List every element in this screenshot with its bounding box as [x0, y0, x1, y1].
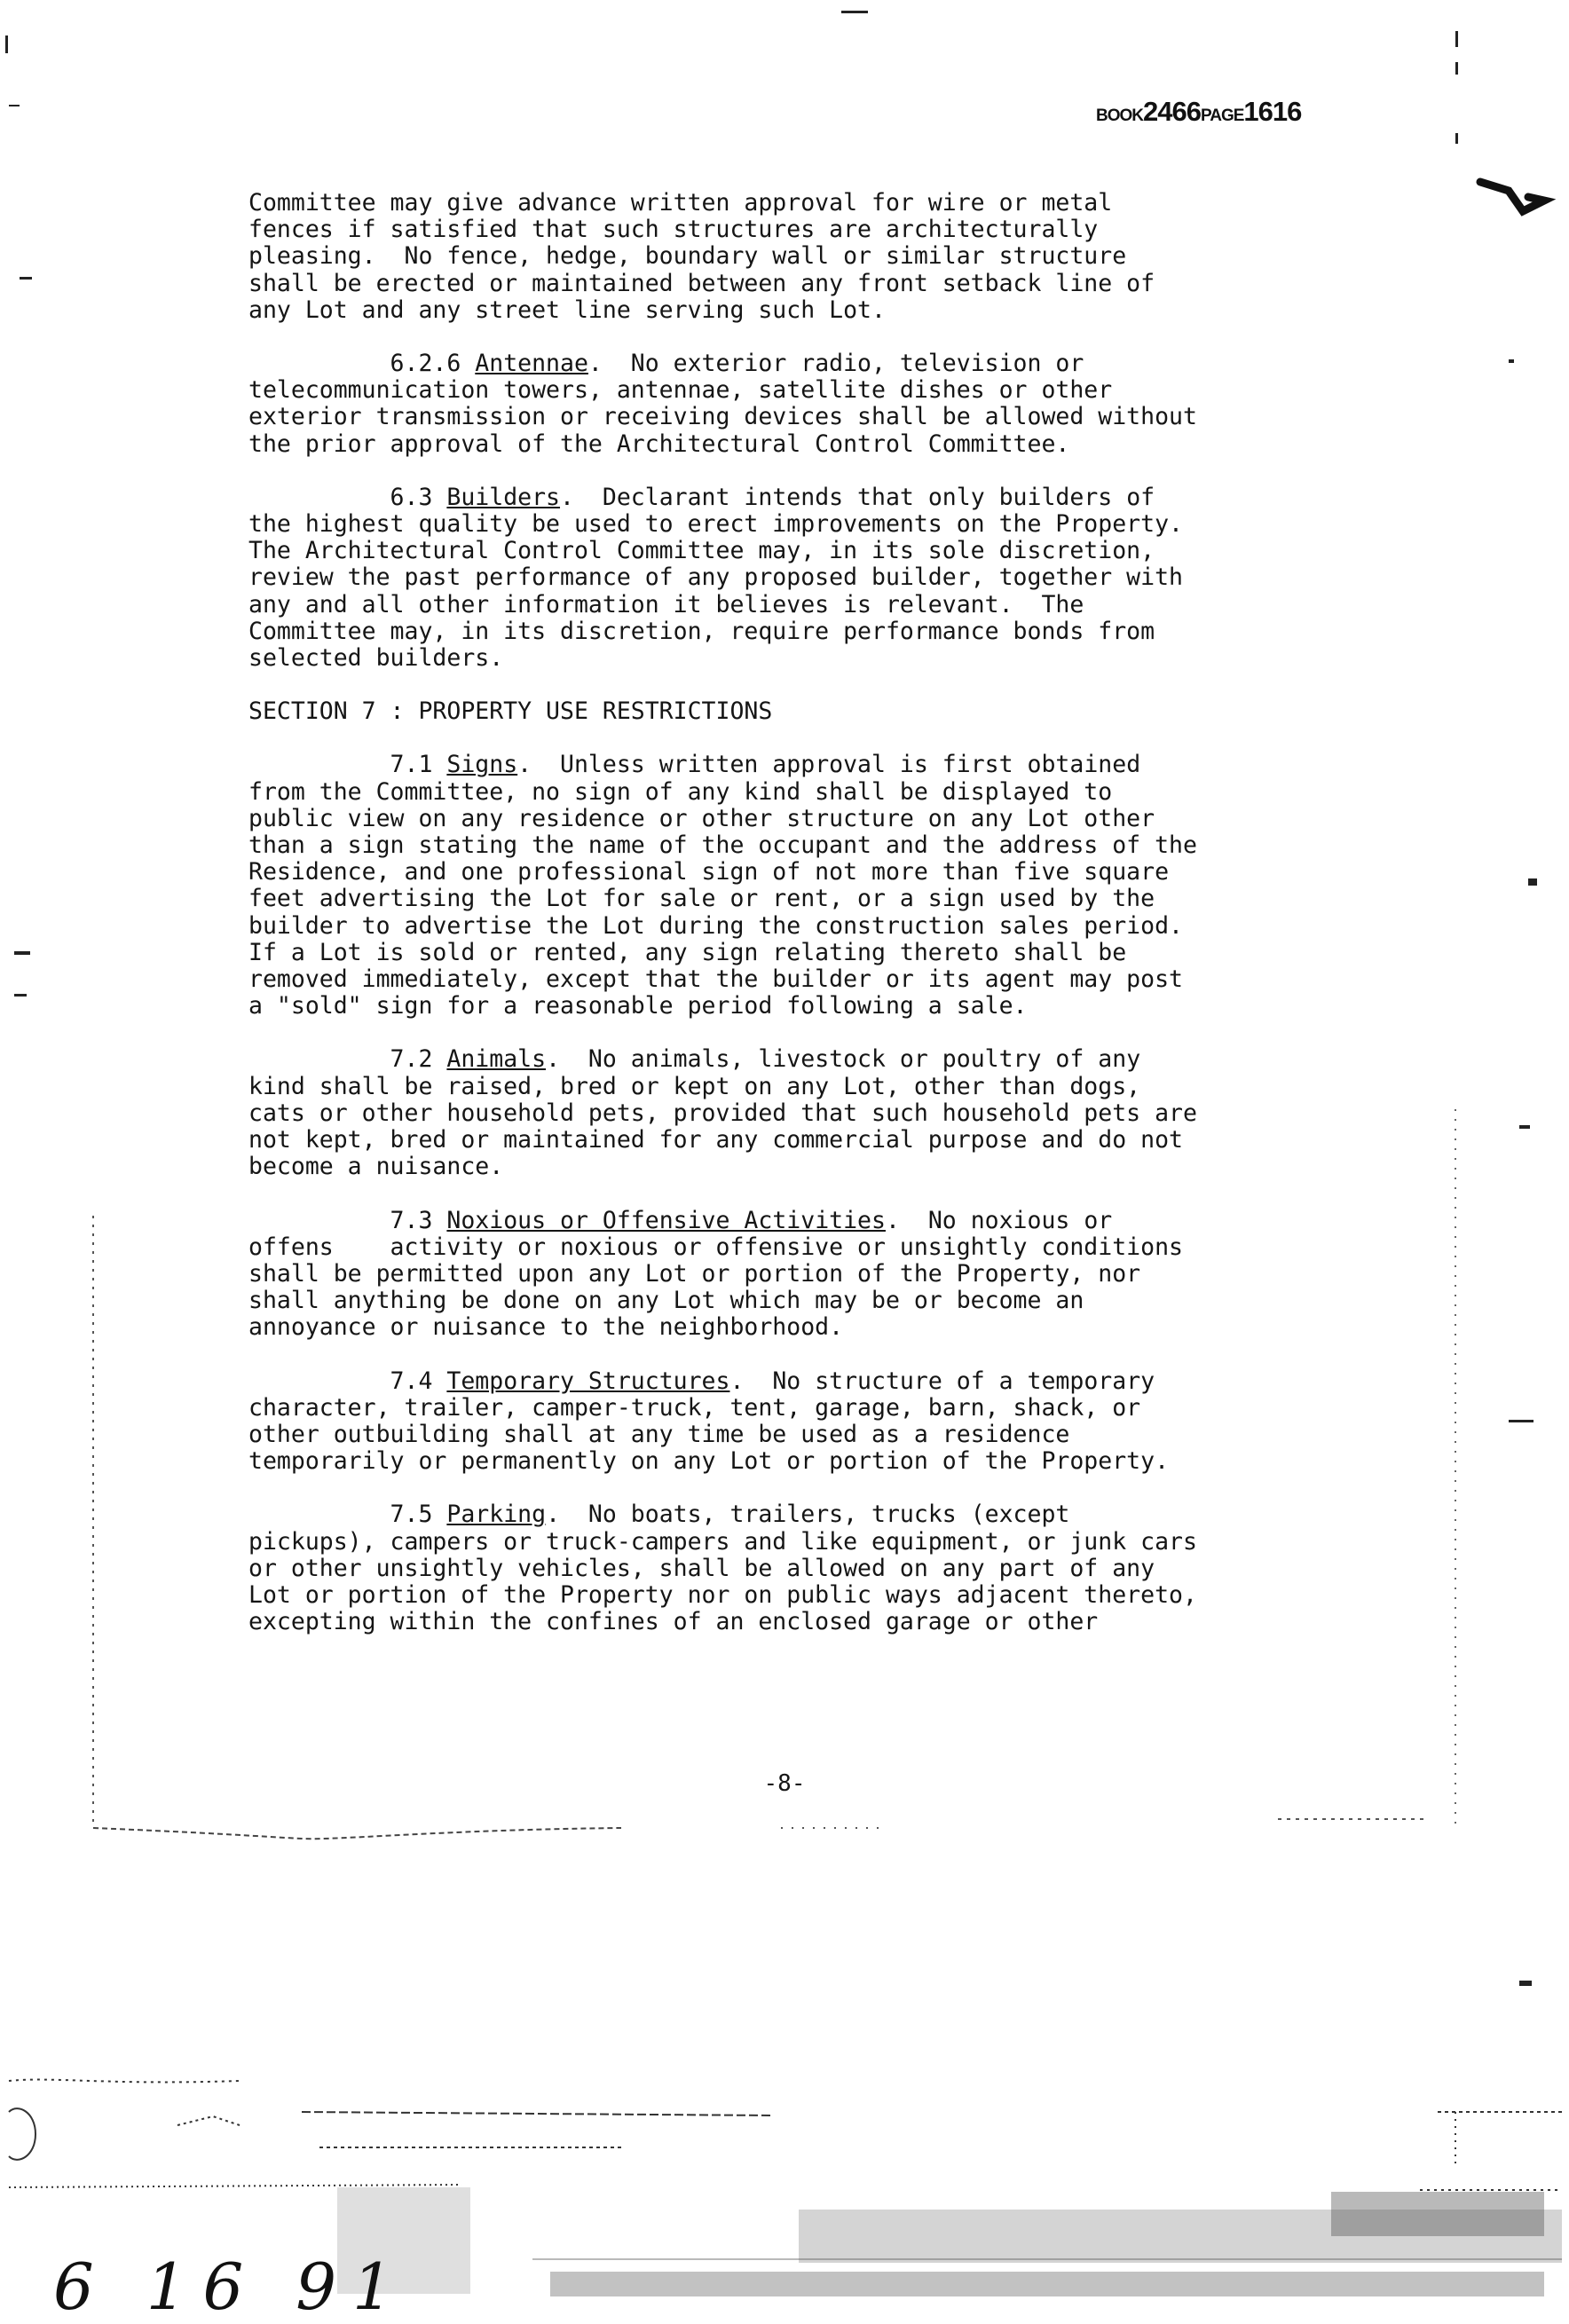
scan-specks	[5, 11, 1537, 1986]
heading-antennae: Antennae	[475, 350, 588, 378]
section-7-heading: SECTION 7 : PROPERTY USE RESTRICTIONS	[248, 697, 773, 726]
page-label: PAGE	[1200, 106, 1244, 125]
book-number: 2466	[1143, 96, 1201, 127]
bottom-noise	[9, 2080, 1562, 2190]
footer-page-number: -8-	[763, 1770, 806, 1797]
heading-signs: Signs	[446, 751, 518, 779]
paragraph-6-3-builders: 6.3 Builders. Declarant intends that only builders of the highest quality be used to erect improvements on the Property. The Architectural Control Committee may, in its sole discretion, review the past performance of any proposed builder, together with any and all other information it believes is relevant. The Committee may, in its discretion, require performance bonds from selected builders.	[248, 483, 1183, 673]
heading-builders: Builders	[446, 483, 561, 511]
paragraph-fences-continued: Committee may give advance written approval for wire or metal fences if satisfied that such structures are architecturally pleasing. No fence, hedge, boundary wall or similar structure shall be erected or maintained between any front setback line of any Lot and any street line serving such Lot.	[248, 189, 1155, 324]
book-label: BOOK	[1096, 106, 1143, 125]
heading-animals: Animals	[446, 1045, 547, 1074]
heading-parking: Parking	[446, 1501, 547, 1529]
paragraph-6-2-6-antennae: 6.2.6 Antennae. No exterior radio, television or telecommunication towers, antennae, satellite dishes or other exterior transmission or receiving devices shall be allowed without the prior approval of the Architectural Control Committee.	[248, 350, 1197, 458]
page-number-stamp: 1616	[1243, 96, 1302, 127]
paragraph-7-4-temporary-structures: 7.4 Temporary Structures. No structure of a temporary character, trailer, camper-truck, tent, garage, barn, shack, or other outbuilding shall at any time be used as a residence temporarily or permanently on any Lot or portion of the Property.	[248, 1367, 1170, 1476]
heading-temporary-structures: Temporary Structures	[446, 1367, 730, 1395]
bottom-scan-line	[93, 1828, 621, 1839]
heading-noxious: Noxious or Offensive Activities	[446, 1206, 886, 1234]
paragraph-7-2-animals: 7.2 Animals. No animals, livestock or poultry of any kind shall be raised, bred or kept on any Lot, other than dogs, cats or other household pets, provided that such household pets are not kept, bred or maintained for any commercial purpose and do not become a nuisance.	[248, 1045, 1197, 1181]
check-mark-icon	[1480, 182, 1544, 211]
paragraph-7-3-noxious: 7.3 Noxious or Offensive Activities. No noxious or offens activity or noxious or offensive or unsightly conditions shall be permitted upon any Lot or portion of the Property, nor shall anything be done on any Lot which may be or become an annoyance or nuisance to the neighborhood.	[248, 1206, 1183, 1342]
paragraph-7-5-parking: 7.5 Parking. No boats, trailers, trucks (except pickups), campers or truck-campers and like equipment, or junk cars or other unsightly vehicles, shall be allowed on any part of any Lot or portion of the Property nor on public ways adjacent thereto, excepting within the confines of an enclosed garage or other	[248, 1501, 1197, 1636]
scan-noise-block	[337, 2187, 1562, 2296]
handwritten-date: 6 16 91	[53, 2249, 409, 2324]
paragraph-7-1-signs: 7.1 Signs. Unless written approval is first obtained from the Committee, no sign of any kind shall be displayed to public view on any residence or other structure on any Lot other than a sign stating the name of the occupant and the address of the Residence, and one professional sign of not more than five square feet advertising the Lot for sale or rent, or a sign used by the builder to advertise the Lot during the construction sales period. If a Lot is sold or rented, any sign relating thereto shall be removed immediately, except that the builder or its agent may post a "sold" sign for a reasonable period following a sale.	[248, 751, 1197, 1020]
